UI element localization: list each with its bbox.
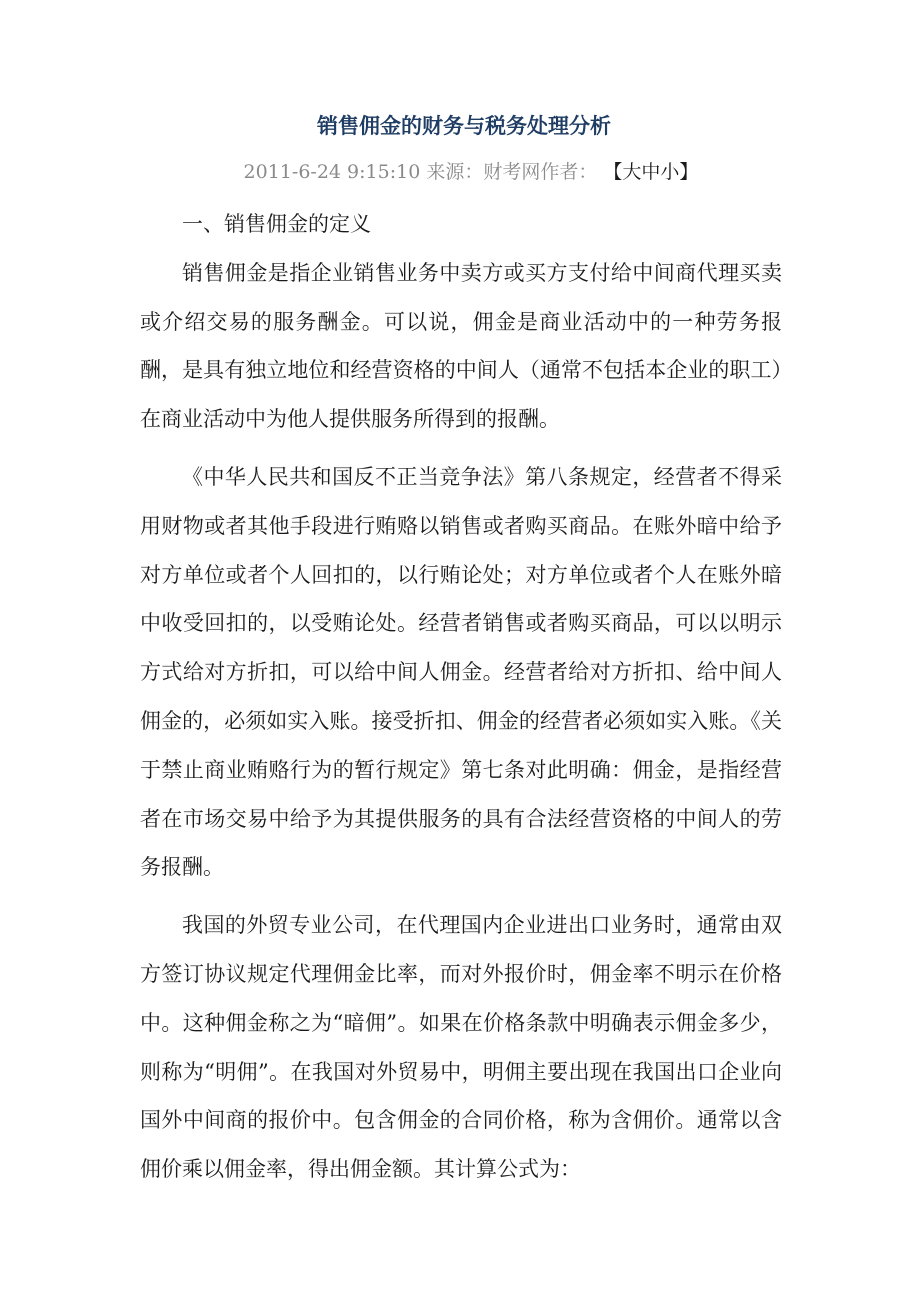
- paragraph-foreign-trade: 我国的外贸专业公司，在代理国内企业进出口业务时，通常由双方签订协议规定代理佣金比率，而对外报价时，佣金率不明示在价格中。这种佣金称之为“暗佣”。如果在价格条款中明确表示佣金多少，则称为“明佣”。在我国对外贸易中，明佣主要出现在我国出口企业向国外中间商的报价中。包含佣金的合同价格，称为含佣价。通常以含佣价乘以佣金率，得出佣金额。其计算公式为：: [140, 913, 782, 1182]
- font-size-links[interactable]: 【大中小】: [603, 161, 699, 183]
- document-page: [140, 112, 782, 1194]
- page-title: 销售佣金的财务与税务处理分析: [317, 113, 611, 138]
- source-label: 来源：财考网: [426, 161, 541, 183]
- paragraph-definition: 销售佣金是指企业销售业务中卖方或买方支付给中间商代理买卖或介绍交易的服务酬金。可以说，佣金是商业活动中的一种劳务报酬，是具有独立地位和经营资格的中间人（通常不包括本企业的职工）在商业活动中为他人提供服务所得到的报酬。: [140, 260, 782, 432]
- paragraph-law: 《中华人民共和国反不正当竞争法》第八条规定，经营者不得采用财物或者其他手段进行贿赂以销售或者购买商品。在账外暗中给予对方单位或者个人回扣的，以行贿论处；对方单位或者个人在账外暗中收受回扣的，以受贿论处。经营者销售或者购买商品，可以以明示方式给对方折扣，可以给中间人佣金。经营者给对方折扣、给中间人佣金的，必须如实入账。接受折扣、佣金的经营者必须如实入账。《关于禁止商业贿赂行为的暂行规定》第七条对此明确：佣金，是指经营者在市场交易中给予为其提供服务的具有合法经营资格的中间人的劳务报酬。: [140, 464, 782, 880]
- article-meta: [140, 158, 782, 186]
- publish-datetime: 2011-6-24 9:15:10: [243, 161, 421, 183]
- section-heading: 一、销售佣金的定义: [182, 212, 371, 236]
- author-label: 作者：: [540, 161, 598, 183]
